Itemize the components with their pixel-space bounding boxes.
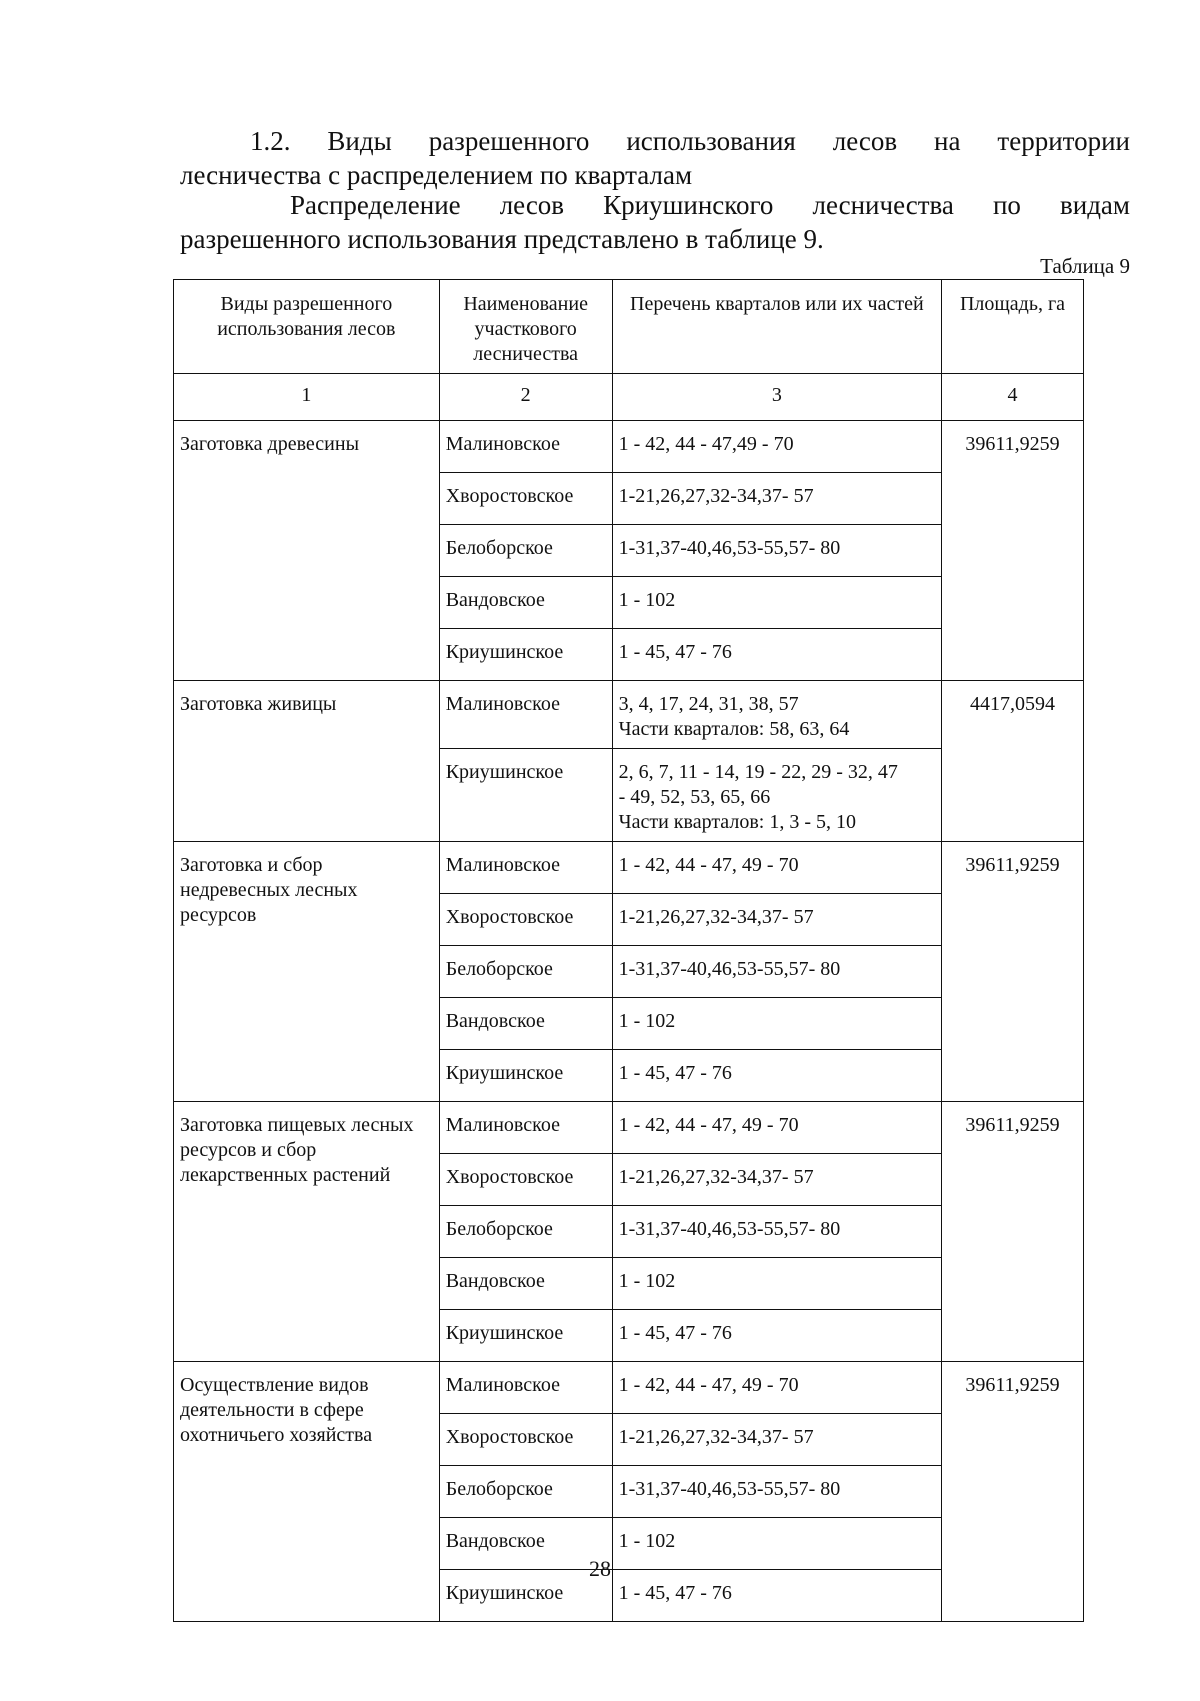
table-body: [174, 421, 1084, 1622]
column-number: 3: [612, 374, 941, 421]
header-use-type: Виды разрешенного использования лесов: [174, 280, 440, 374]
column-number: 4: [942, 374, 1084, 421]
quarters-cell: [612, 577, 941, 629]
quarters-line: 1-31,37-40,46,53-55,57- 80: [618, 537, 841, 559]
quarters-line: 1 - 102: [618, 589, 676, 611]
quarters-line: 3, 4, 17, 24, 31, 38, 57: [618, 693, 799, 715]
forestry-cell: Криушинское: [439, 1310, 612, 1362]
forestry-cell: Криушинское: [439, 1570, 612, 1622]
header-area: Площадь, га: [942, 280, 1084, 374]
quarters-cell: [612, 946, 941, 998]
use-type-cell: Заготовка и сбор недревесных лесных ресурсов: [174, 842, 440, 1102]
quarters-line: 1 - 45, 47 - 76: [618, 1062, 732, 1084]
table-header-row: [174, 280, 1084, 374]
forestry-cell: Белоборское: [439, 946, 612, 998]
forestry-cell: Хворостовское: [439, 473, 612, 525]
table-row: [174, 842, 1084, 894]
quarters-cell: [612, 1414, 941, 1466]
column-number: 2: [439, 374, 612, 421]
forestry-cell: Вандовское: [439, 1518, 612, 1570]
use-type-cell: Заготовка древесины: [174, 421, 440, 681]
use-type-cell: Осуществление видов деятельности в сфере охотничьего хозяйства: [174, 1362, 440, 1622]
quarters-cell: [612, 842, 941, 894]
quarters-cell: [612, 1050, 941, 1102]
intro-paragraph-line-1: Распределение лесов Криушинского лесничества по видам: [290, 190, 1130, 220]
forestry-cell: Хворостовское: [439, 1154, 612, 1206]
quarters-line: 1 - 42, 44 - 47, 49 - 70: [618, 854, 799, 876]
quarters-cell: [612, 998, 941, 1050]
forestry-cell: Криушинское: [439, 629, 612, 681]
forestry-cell: Вандовское: [439, 998, 612, 1050]
quarters-cell: [612, 629, 941, 681]
quarters-line: 1 - 102: [618, 1010, 676, 1032]
quarters-line: 1-31,37-40,46,53-55,57- 80: [618, 1218, 841, 1240]
table-row: [174, 1362, 1084, 1414]
quarters-cell: [612, 473, 941, 525]
area-cell: 39611,9259: [942, 842, 1084, 1102]
quarters-cell: [612, 894, 941, 946]
table-caption: Таблица 9: [1040, 254, 1130, 278]
quarters-line: 1-21,26,27,32-34,37- 57: [618, 485, 814, 507]
quarters-line: 1-21,26,27,32-34,37- 57: [618, 1426, 814, 1448]
quarters-cell: [612, 1362, 941, 1414]
header-quarters: Перечень кварталов или их частей: [612, 280, 941, 374]
quarters-line: 1 - 45, 47 - 76: [618, 641, 732, 663]
forestry-cell: Хворостовское: [439, 1414, 612, 1466]
quarters-line: 1 - 42, 44 - 47,49 - 70: [618, 433, 794, 455]
quarters-line: 1 - 42, 44 - 47, 49 - 70: [618, 1374, 799, 1396]
intro-paragraph: [180, 188, 1130, 256]
quarters-line: 1-21,26,27,32-34,37- 57: [618, 1166, 814, 1188]
use-type-cell: Заготовка живицы: [174, 681, 440, 842]
area-cell: 4417,0594: [942, 681, 1084, 842]
quarters-line: 1-21,26,27,32-34,37- 57: [618, 906, 814, 928]
area-cell: 39611,9259: [942, 421, 1084, 681]
section-heading: [180, 124, 1130, 192]
area-cell: 39611,9259: [942, 1362, 1084, 1622]
forestry-cell: Малиновское: [439, 842, 612, 894]
header-forestry: Наименование участкового лесничества: [439, 280, 612, 374]
table-row: [174, 1102, 1084, 1154]
column-number-row: [174, 374, 1084, 421]
quarters-line: 1 - 45, 47 - 76: [618, 1582, 732, 1604]
quarters-cell: [612, 421, 941, 473]
forestry-cell: Криушинское: [439, 749, 612, 842]
quarters-cell: [612, 1310, 941, 1362]
forestry-cell: Малиновское: [439, 681, 612, 749]
forestry-cell: Белоборское: [439, 525, 612, 577]
forestry-cell: Вандовское: [439, 1258, 612, 1310]
intro-paragraph-line-2: разрешенного использования представлено в таблице 9.: [180, 224, 824, 254]
quarters-cell: [612, 1258, 941, 1310]
forestry-cell: Хворостовское: [439, 894, 612, 946]
forestry-cell: Малиновское: [439, 1102, 612, 1154]
table-row: [174, 681, 1084, 749]
forestry-cell: Малиновское: [439, 421, 612, 473]
quarters-line: 2, 6, 7, 11 - 14, 19 - 22, 29 - 32, 47: [618, 761, 898, 783]
quarters-cell: [612, 681, 941, 749]
quarters-line: - 49, 52, 53, 65, 66: [618, 786, 771, 808]
quarters-cell: [612, 1466, 941, 1518]
quarters-cell: [612, 1102, 941, 1154]
quarters-line: Части кварталов: 1, 3 - 5, 10: [618, 811, 856, 833]
section-heading-line-1: 1.2. Виды разрешенного использования лесов на территории: [250, 126, 1130, 156]
forestry-cell: Вандовское: [439, 577, 612, 629]
page-number: 28: [589, 1556, 611, 1581]
forestry-cell: Белоборское: [439, 1466, 612, 1518]
table-row: [174, 421, 1084, 473]
quarters-line: 1-31,37-40,46,53-55,57- 80: [618, 958, 841, 980]
quarters-line: Части кварталов: 58, 63, 64: [618, 718, 850, 740]
area-cell: 39611,9259: [942, 1102, 1084, 1362]
forestry-cell: Белоборское: [439, 1206, 612, 1258]
quarters-line: 1-31,37-40,46,53-55,57- 80: [618, 1478, 841, 1500]
quarters-line: 1 - 102: [618, 1530, 676, 1552]
use-type-cell: Заготовка пищевых лесных ресурсов и сбор лекарственных растений: [174, 1102, 440, 1362]
column-number: 1: [174, 374, 440, 421]
quarters-line: 1 - 45, 47 - 76: [618, 1322, 732, 1344]
quarters-line: 1 - 102: [618, 1270, 676, 1292]
quarters-cell: [612, 749, 941, 842]
quarters-cell: [612, 1154, 941, 1206]
forestry-cell: Малиновское: [439, 1362, 612, 1414]
quarters-cell: [612, 1206, 941, 1258]
forest-use-table: [173, 279, 1084, 1622]
quarters-line: 1 - 42, 44 - 47, 49 - 70: [618, 1114, 799, 1136]
quarters-cell: [612, 525, 941, 577]
section-heading-line-2: лесничества с распределением по кварталам: [180, 160, 693, 190]
forestry-cell: Криушинское: [439, 1050, 612, 1102]
